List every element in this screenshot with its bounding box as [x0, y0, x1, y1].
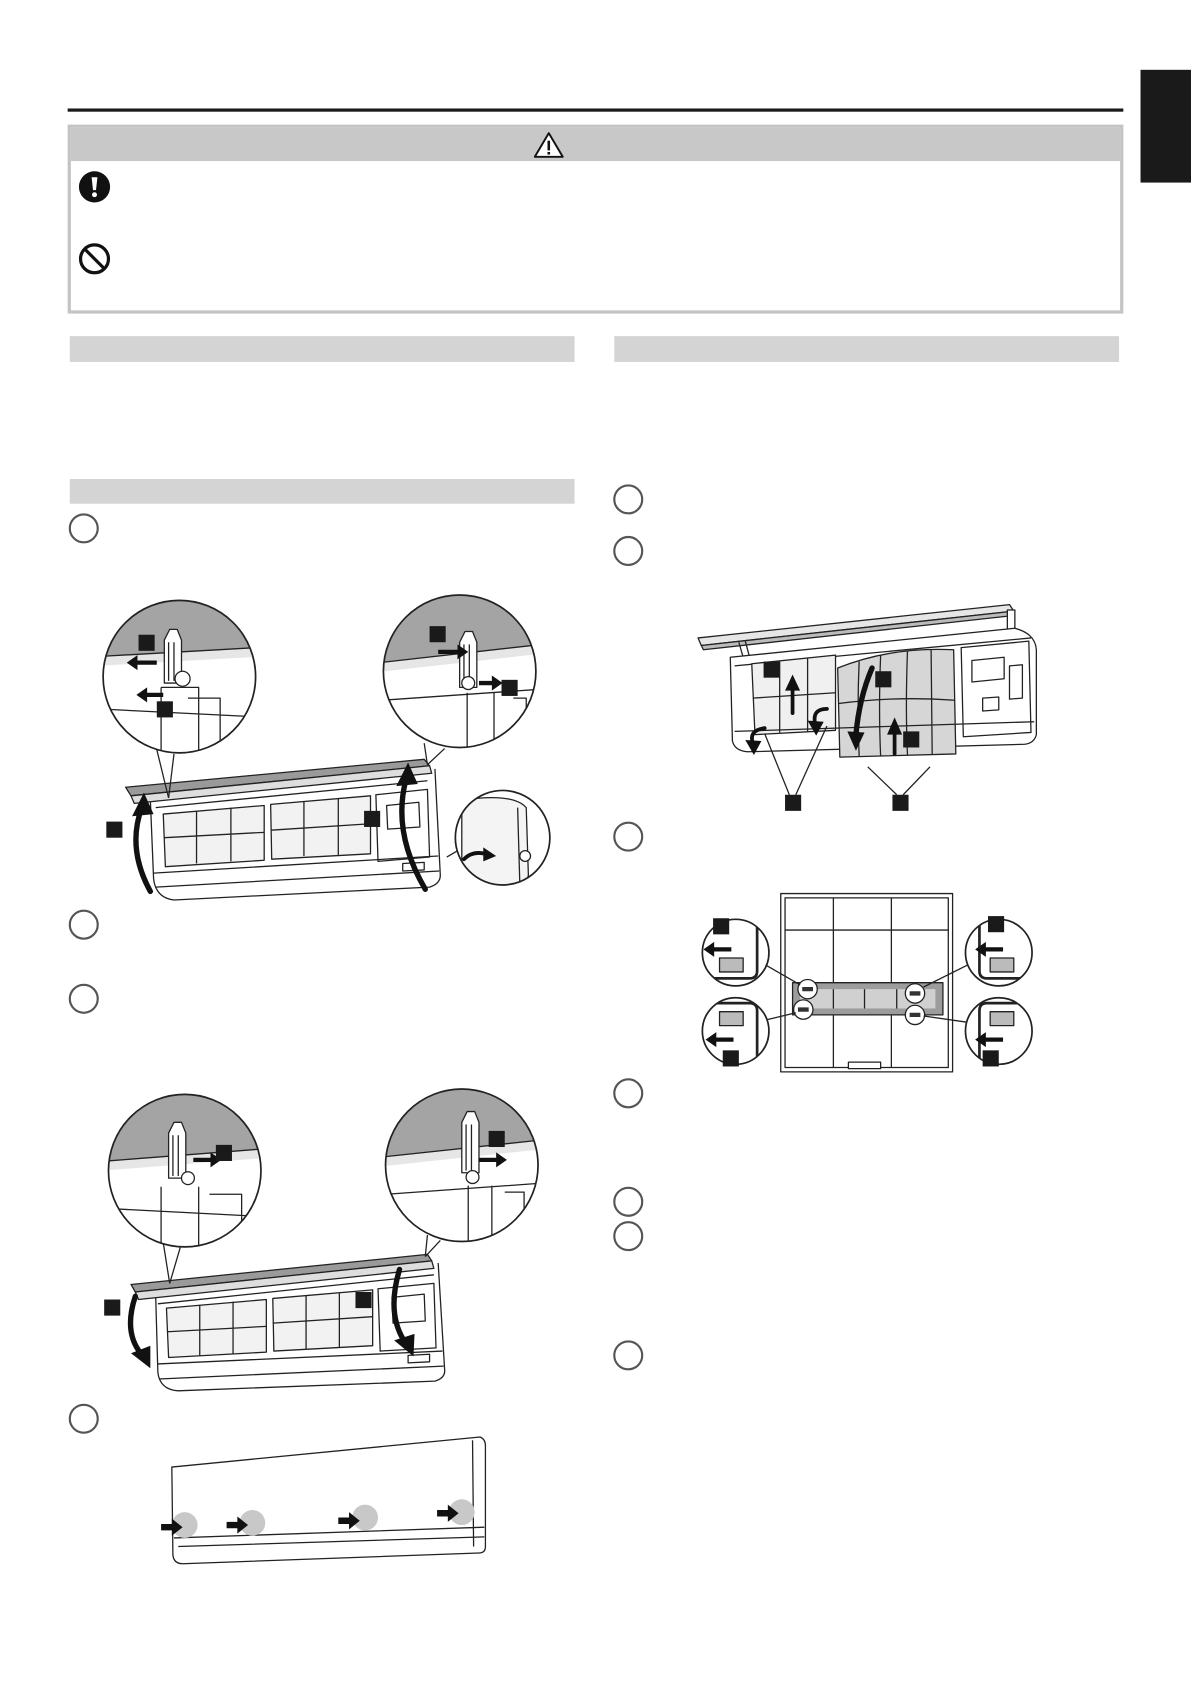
callout-marker — [723, 1050, 739, 1066]
callout-marker — [355, 1292, 371, 1308]
callout-marker — [892, 795, 908, 811]
exclamation-dot — [92, 192, 97, 197]
clip-latch — [720, 958, 744, 972]
press-point — [352, 1505, 378, 1531]
callout-marker — [764, 662, 780, 678]
figure-open-front-panel — [97, 591, 564, 908]
hinge-pin — [175, 671, 190, 686]
callout-marker — [106, 822, 122, 838]
exclamation-bar — [547, 141, 550, 151]
arrow-shaft — [131, 1296, 141, 1353]
mandatory-action-icon — [78, 171, 110, 203]
warning-triangle-icon — [533, 131, 565, 159]
callout-marker — [139, 635, 155, 651]
callout-marker — [713, 918, 729, 934]
figure-filter-clips — [693, 886, 1047, 1079]
figure-press-panel-points — [156, 1428, 494, 1568]
step-number-circle — [613, 536, 643, 566]
motion-arrow — [131, 1296, 151, 1368]
leader-line — [424, 743, 444, 764]
prohibition-slash — [85, 249, 104, 268]
indoor-unit — [172, 1437, 486, 1564]
callout-marker — [983, 1050, 999, 1066]
section-header-bar — [70, 479, 575, 504]
prohibition-icon — [78, 243, 110, 275]
clip-latch — [720, 1012, 744, 1026]
step-number-circle — [69, 513, 99, 543]
callout-marker — [785, 795, 801, 811]
clip-latch — [990, 1012, 1014, 1026]
caution-box — [68, 125, 1124, 314]
step-number-circle — [69, 984, 99, 1014]
callout-marker — [903, 731, 919, 747]
filter-frame — [163, 805, 264, 866]
hinge-pin — [462, 677, 475, 690]
side-screw — [520, 851, 531, 862]
figure-remove-air-filters — [693, 596, 1047, 822]
section-header-bar — [70, 336, 575, 362]
language-tab — [1141, 70, 1191, 183]
indoor-unit — [126, 759, 441, 900]
leader-line — [163, 1243, 180, 1284]
exclamation-dot — [547, 152, 550, 155]
caution-header-bar — [71, 128, 1120, 161]
callout-marker — [364, 811, 380, 827]
step-number-circle — [613, 1221, 643, 1251]
motion-arrow — [132, 793, 153, 892]
section-header-bar — [614, 336, 1119, 362]
callout-marker — [502, 680, 518, 696]
step-number-circle — [613, 1187, 643, 1217]
step-number-circle — [69, 1404, 99, 1434]
hinge-pin — [181, 1172, 194, 1185]
magnified-side-view — [462, 798, 531, 892]
callout-marker — [988, 916, 1004, 932]
figure-close-front-panel — [97, 1085, 553, 1396]
callout-marker — [157, 701, 173, 717]
step-number-circle — [69, 910, 99, 940]
callout-marker — [489, 1131, 505, 1147]
hinge-arm — [462, 1112, 479, 1173]
callout-marker — [104, 1300, 120, 1316]
filter-tab — [848, 1062, 880, 1068]
clip-latch — [990, 958, 1014, 972]
step-number-circle — [613, 1078, 643, 1108]
callout-marker — [430, 626, 446, 642]
hinge-pin — [466, 1171, 479, 1184]
step-number-circle — [613, 484, 643, 514]
step-number-circle — [613, 822, 643, 852]
top-rule — [68, 108, 1124, 111]
hinge-arm — [169, 1122, 186, 1178]
callout-marker — [216, 1145, 232, 1161]
callout-marker — [875, 671, 891, 687]
air-filter-right — [271, 796, 371, 859]
air-filter-left — [163, 805, 264, 866]
step-number-circle — [613, 1340, 643, 1370]
air-filter-left — [166, 1300, 266, 1358]
arrow-shaft — [136, 808, 150, 892]
